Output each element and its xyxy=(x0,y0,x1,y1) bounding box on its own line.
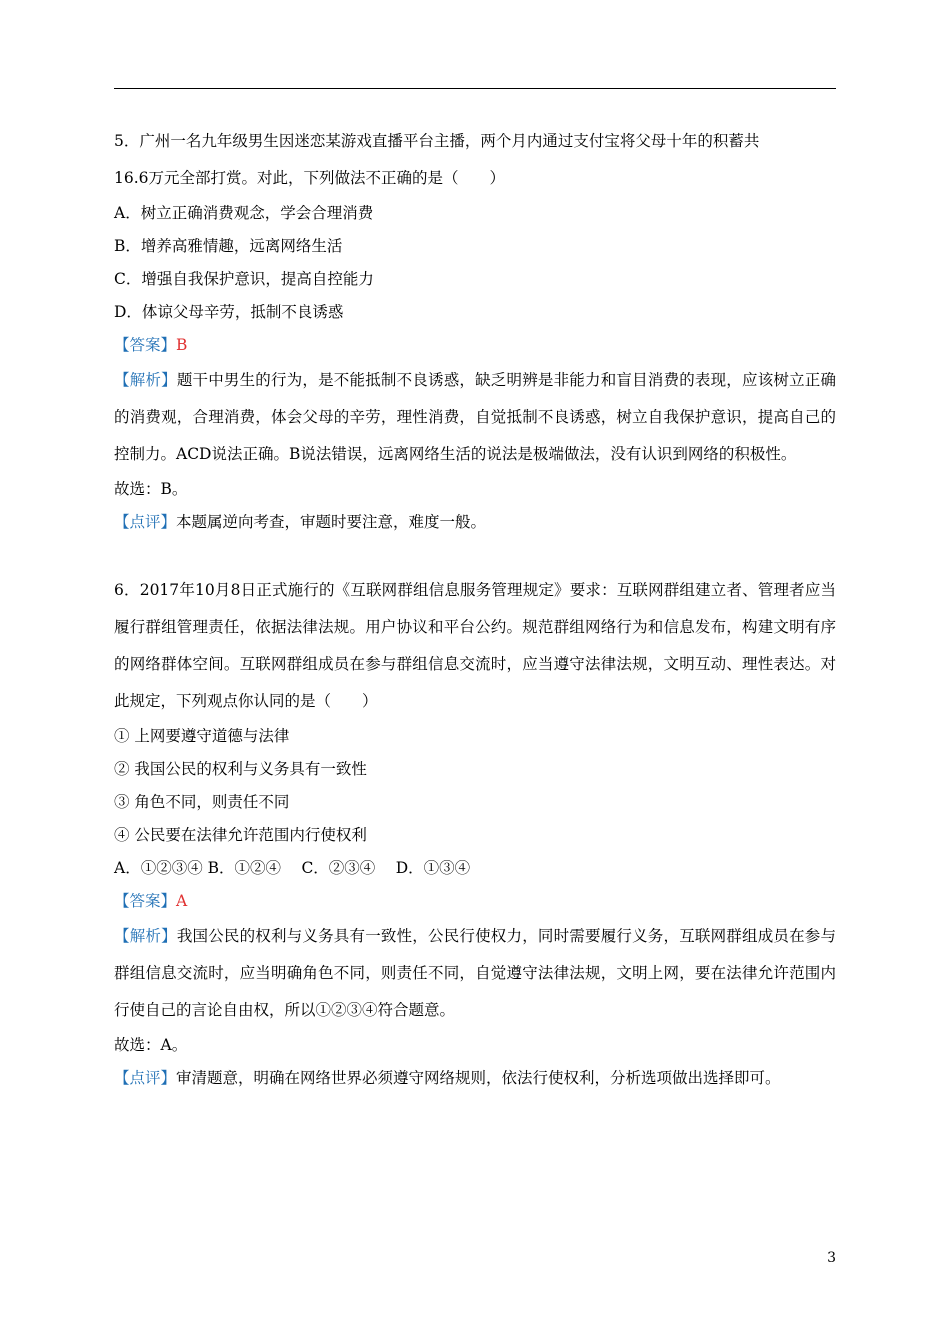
analysis-tag: 【解析】 xyxy=(114,927,177,945)
page-content xyxy=(114,123,836,1095)
question-6-statement-3: ③ 角色不同，则责任不同 xyxy=(114,793,290,811)
answer-tag: 【答案】 xyxy=(114,336,177,354)
question-5-analysis xyxy=(114,362,836,473)
question-6-analysis xyxy=(114,918,836,1029)
analysis-text: 我国公民的权利与义务具有一致性，公民行使权力，同时需要履行义务，互联网群组成员在参与群组信息交流时，应当明确角色不同，则责任不同，自觉遵守法律法规，文明上网，要在法律允许范围内行使自己的言论自由权，所以①②③④符合题意。 xyxy=(114,927,836,1019)
question-5-comment xyxy=(114,506,836,539)
question-6-comment xyxy=(114,1062,836,1095)
question-5-stem-line-2: 16.6万元全部打赏。对此，下列做法不正确的是（ ） xyxy=(114,169,506,187)
analysis-text: 题干中男生的行为，是不能抵制不良诱惑，缺乏明辨是非能力和盲目消费的表现，应该树立正确的消费观，合理消费，体会父母的辛劳，理性消费，自觉抵制不良诱惑，树立自我保护意识，提高自己的控制力。ACD说法正确。B说法错误，远离网络生活的说法是极端做法，没有认识到网络的积极性。 xyxy=(114,371,836,463)
question-6-statement-2: ② 我国公民的权利与义务具有一致性 xyxy=(114,760,367,778)
question-5-choice: 故选：B。 xyxy=(114,480,188,498)
question-5-option-b: B．增养高雅情趣，远离网络生活 xyxy=(114,237,343,255)
question-6-choice: 故选：A。 xyxy=(114,1036,188,1054)
question-5-option-d: D．体谅父母辛劳，抵制不良诱惑 xyxy=(114,303,344,321)
comment-text: 本题属逆向考查，审题时要注意，难度一般。 xyxy=(176,513,487,531)
answer-value: B xyxy=(176,336,188,354)
question-5-stem-line-1: 5．广州一名九年级男生因迷恋某游戏直播平台主播，两个月内通过支付宝将父母十年的积蓄共 xyxy=(114,132,760,150)
answer-value: A xyxy=(176,892,188,910)
page-number: 3 xyxy=(827,1250,836,1266)
question-6 xyxy=(114,572,836,1095)
question-6-stem: 6．2017年10月8日正式施行的《互联网群组信息服务管理规定》要求：互联网群组建立者、管理者应当履行群组管理责任，依据法律法规。用户协议和平台公约。规范群组网络行为和信息发布，构建文明有序的网络群体空间。互联网群组成员在参与群组信息交流时，应当遵守法律法规，文明互动、理性表达。对此规定，下列观点你认同的是（ ） xyxy=(114,581,836,710)
question-6-statement-4: ④ 公民要在法律允许范围内行使权利 xyxy=(114,826,367,844)
answer-tag: 【答案】 xyxy=(114,892,177,910)
comment-tag: 【点评】 xyxy=(114,513,177,531)
question-5-option-a: A．树立正确消费观念，学会合理消费 xyxy=(114,204,374,222)
comment-text: 审清题意，明确在网络世界必须遵守网络规则，依法行使权利，分析选项做出选择即可。 xyxy=(176,1069,781,1087)
question-gap xyxy=(114,539,836,572)
question-6-answer xyxy=(114,885,836,918)
analysis-tag: 【解析】 xyxy=(114,371,177,389)
question-5 xyxy=(114,123,836,539)
comment-tag: 【点评】 xyxy=(114,1069,177,1087)
question-6-statement-1: ① 上网要遵守道德与法律 xyxy=(114,727,290,745)
question-5-answer xyxy=(114,329,836,362)
question-5-option-c: C．增强自我保护意识，提高自控能力 xyxy=(114,270,374,288)
question-6-options: A．①②③④ B．①②④ C．②③④ D．①③④ xyxy=(114,859,471,877)
header-rule xyxy=(114,88,836,89)
